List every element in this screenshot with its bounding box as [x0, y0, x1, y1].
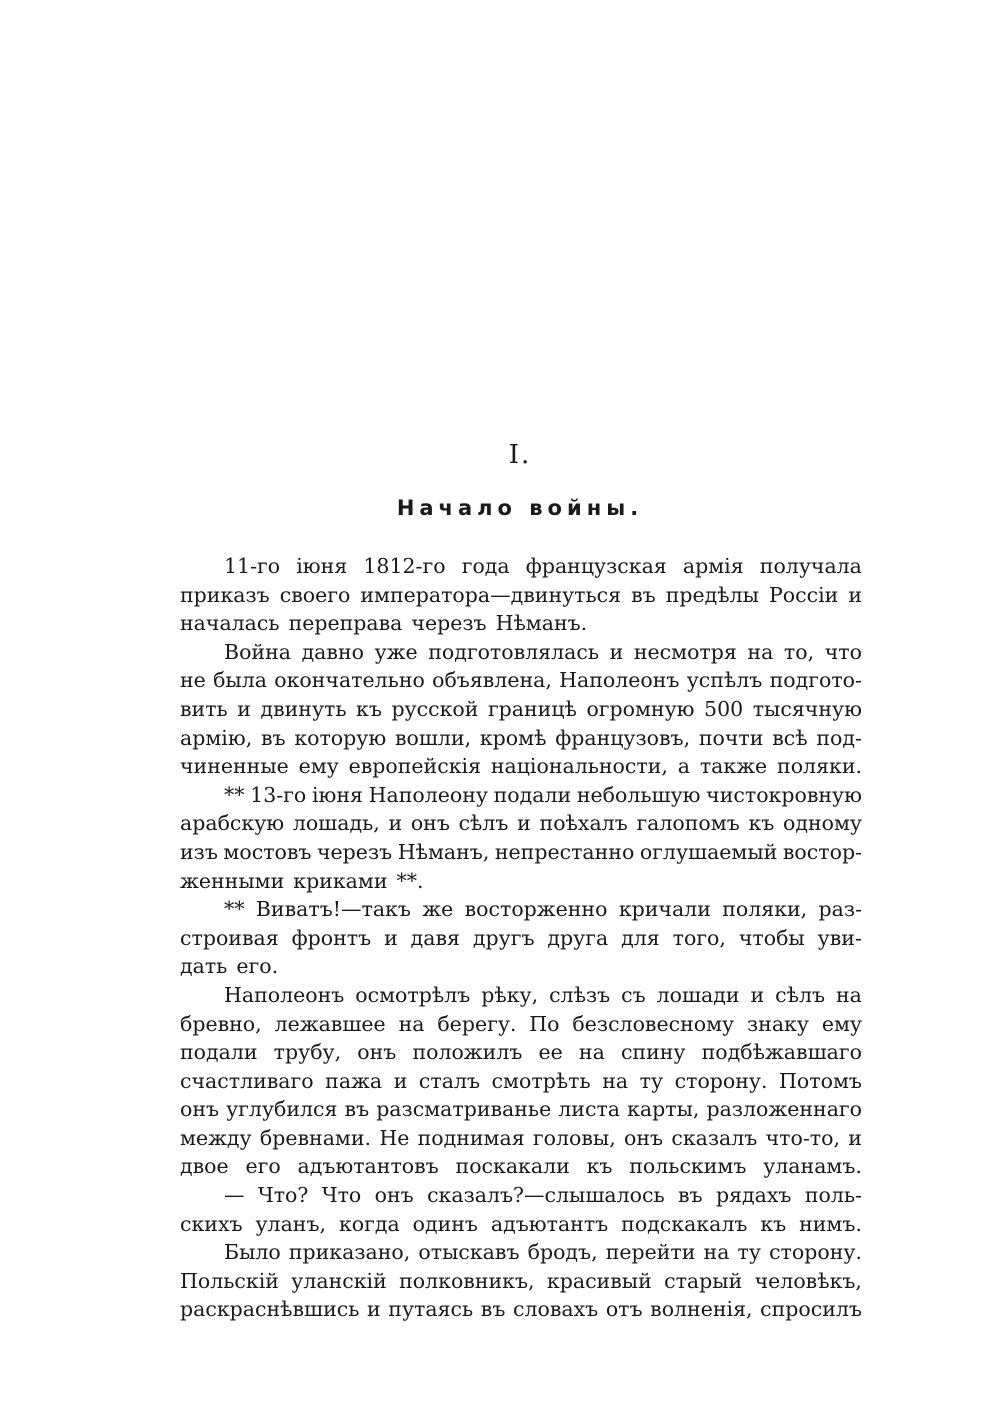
text-line: не была окончательно объявлена, Наполеонъ успѣлъ подгото-	[180, 668, 862, 693]
text-line: между бревнами. Не поднимая головы, онъ сказалъ что-то, и	[180, 1125, 862, 1150]
text-line: армію, въ которую вошли, кромѣ французовъ, почти всѣ под-	[180, 725, 862, 750]
chapter-title: Начало войны.	[396, 496, 644, 520]
text-line: ** 13-го іюня Наполеону подали небольшую чистокровную	[224, 782, 862, 807]
text-line: двое его адъютантовъ поскакали къ польскимъ уланамъ.	[180, 1154, 862, 1179]
text-line: дать его.	[180, 954, 279, 979]
text-line: 11-го іюня 1812-го года французская армія получала	[224, 554, 862, 578]
chapter-body-text	[180, 552, 862, 1324]
text-line: Наполеонъ осмотрѣлъ рѣку, слѣзъ съ лошади и сѣлъ на	[224, 982, 862, 1007]
text-line: Польскій уланскій полковникъ, красивый старый человѣкъ,	[180, 1268, 862, 1293]
text-line: Было приказано, отыскавъ бродъ, перейти на ту сторону.	[224, 1240, 862, 1265]
text-line: — Что? Что онъ сказалъ?—слышалось въ рядахъ поль-	[224, 1183, 862, 1208]
text-line: Война давно уже подготовлялась и несмотря на то, что	[224, 639, 862, 664]
text-line: изъ мостовъ черезъ Нѣманъ, непрестанно оглушаемый востор-	[180, 839, 862, 864]
text-line: скихъ уланъ, когда одинъ адъютантъ подскакалъ къ нимъ.	[180, 1211, 862, 1236]
text-line: раскраснѣвшись и путаясь въ словахъ отъ волненія, спросилъ	[180, 1297, 862, 1322]
chapter-number: I.	[508, 440, 532, 470]
text-line: подали трубу, онъ положилъ ее на спину подбѣжавшаго	[180, 1040, 862, 1065]
text-line: началась переправа черезъ Нѣманъ.	[180, 611, 588, 636]
text-line: вить и двинуть къ русской границѣ огромную 500 тысячную	[180, 696, 862, 721]
text-line: ** Виватъ!—такъ же восторженно кричали поляки, раз-	[224, 897, 862, 922]
text-line: бревно, лежавшее на берегу. По безсловесному знаку ему	[180, 1011, 862, 1036]
text-line: онъ углубился въ разсматриванье листа карты, разложеннаго	[180, 1097, 862, 1122]
text-line: приказъ своего императора—двинуться въ предѣлы Россіи и	[180, 582, 862, 607]
text-line: чиненные ему европейскія національности, а также поляки.	[180, 754, 862, 779]
text-line: строивая фронтъ и давя другъ друга для того, чтобы уви-	[180, 925, 862, 950]
text-line: женными криками **.	[180, 868, 424, 893]
text-line: счастливаго пажа и сталъ смотрѣть на ту сторону. Потомъ	[180, 1068, 862, 1093]
text-line: арабскую лошадь, и онъ сѣлъ и поѣхалъ галопомъ къ одному	[180, 811, 862, 836]
